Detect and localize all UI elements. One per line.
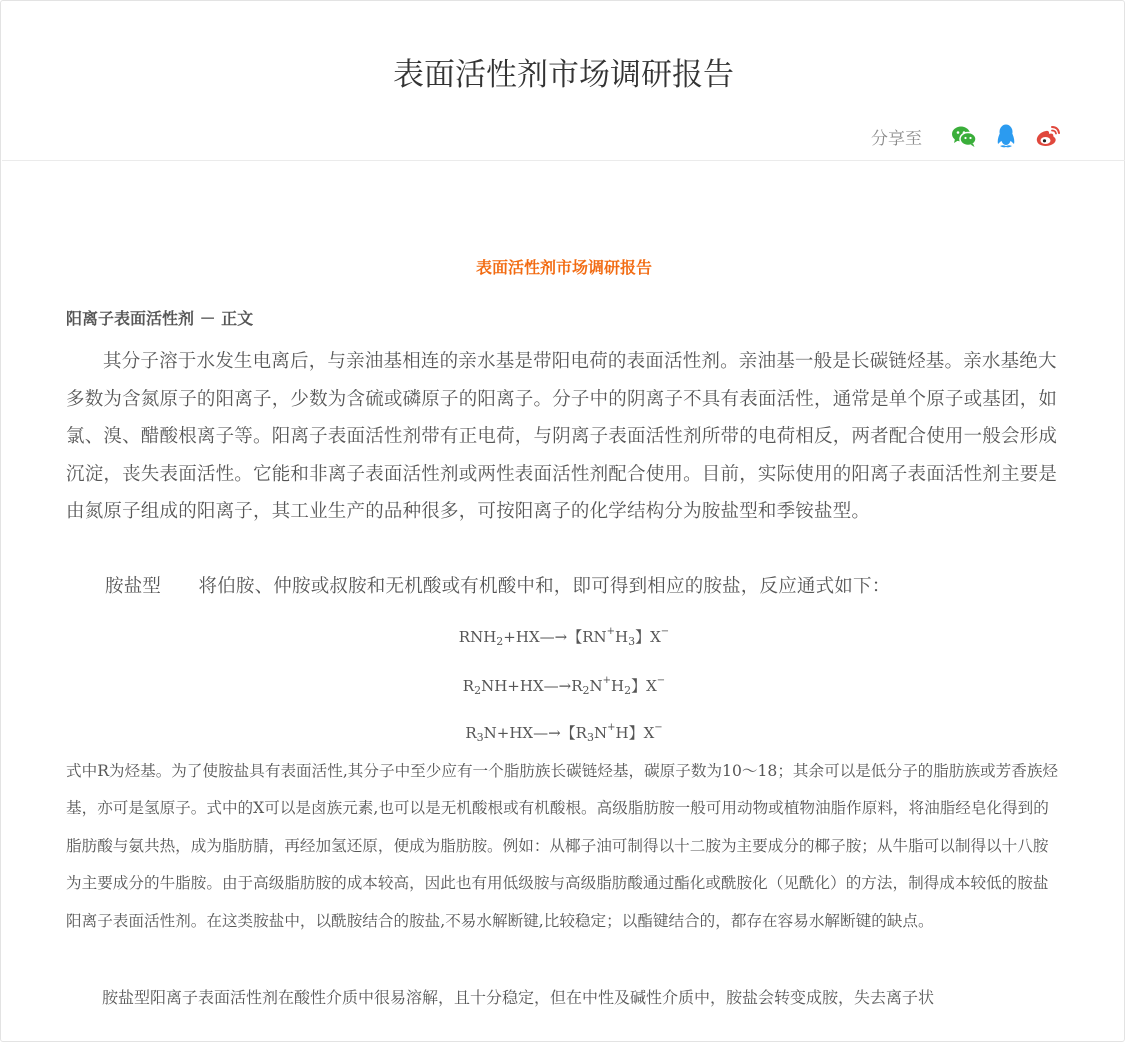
page-title: 表面活性剂市场调研报告 bbox=[393, 57, 734, 93]
article-title: 表面活性剂市场调研报告 bbox=[475, 258, 652, 277]
share-bar bbox=[871, 122, 1062, 150]
paragraph-amine-salt: 胺盐型 将伯胺、仲胺或叔胺和无机酸或有机酸中和，即可得到相应的胺盐，反应通式如下： bbox=[105, 576, 891, 597]
qq-icon[interactable] bbox=[992, 122, 1020, 150]
paragraph-amine-stability: 胺盐型阳离子表面活性剂在酸性介质中很易溶解，且十分稳定，但在中性及碱性介质中，胺盐会转变成胺，失去离子状 bbox=[102, 988, 935, 1007]
weibo-icon[interactable] bbox=[1034, 122, 1062, 150]
formula-primary-amine: $RNH_2+HX—\to$【$RN^+H_3$】X− bbox=[458, 626, 670, 648]
wechat-icon[interactable] bbox=[950, 122, 978, 150]
section-heading: 阳离子表面活性剂 － 正文 bbox=[66, 309, 254, 328]
paragraph-intro: 其分子溶于水发生电离后，与亲油基相连的亲水基是带阳电荷的表面活性剂。亲油基一般是长碳链烃基。亲水基绝大多数为含氮原子的阳离子，少数为含硫或磷原子的阳离子。分子中的阴离子不具有表面活性，通常是单个原子或基团，如氯、溴、醋酸根离子等。阳离子表面活性剂带有正电荷，与阴离子表面活性剂所带的电荷相反，两者配合使用一般会形成沉淀，丧失表面活性。它能和非离子表面活性剂或两性表面活性剂配合使用。目前，实际使用的阳离子表面活性剂主要是由氮原子组成的阳离子，其工业生产的品种很多，可按阳离子的化学结构分为胺盐型和季铵盐型。 bbox=[66, 351, 1058, 523]
formula-tertiary-amine: $R_3N+HX—\to$【$R_3N^+H$】X− bbox=[465, 722, 663, 744]
formula-secondary-amine: $R_2NH+HX—\to R_2N^+H_2$】X− bbox=[462, 675, 666, 697]
header-divider bbox=[2, 160, 1125, 161]
paragraph-formula-notes: 式中R为烃基。为了使胺盐具有表面活性,其分子中至少应有一个脂肪族长碳链烃基，碳原子数为10～18；其余可以是低分子的脂肪族或芳香族烃基，亦可是氢原子。式中的X可以是卤族元素,也可以是无机酸根或有机酸根。高级脂肪胺一般可用动物或植物油脂作原料，将油脂经皂化得到的脂肪酸与氨共热，成为脂肪腈，再经加氢还原，便成为脂肪胺。例如：从椰子油可制得以十二胺为主要成分的椰子胺；从牛脂可以制得以十八胺为主要成分的牛脂胺。由于高级脂肪胺的成本较高，因此也有用低级胺与高级脂肪酸通过酯化或酰胺化（见酰化）的方法，制得成本较低的胺盐阳离子表面活性剂。在这类胺盐中，以酰胺结合的胺盐,不易水解断键,比较稳定；以酯键结合的，都存在容易水解断键的缺点。 bbox=[66, 762, 1059, 930]
share-label: 分享至 bbox=[871, 128, 922, 149]
